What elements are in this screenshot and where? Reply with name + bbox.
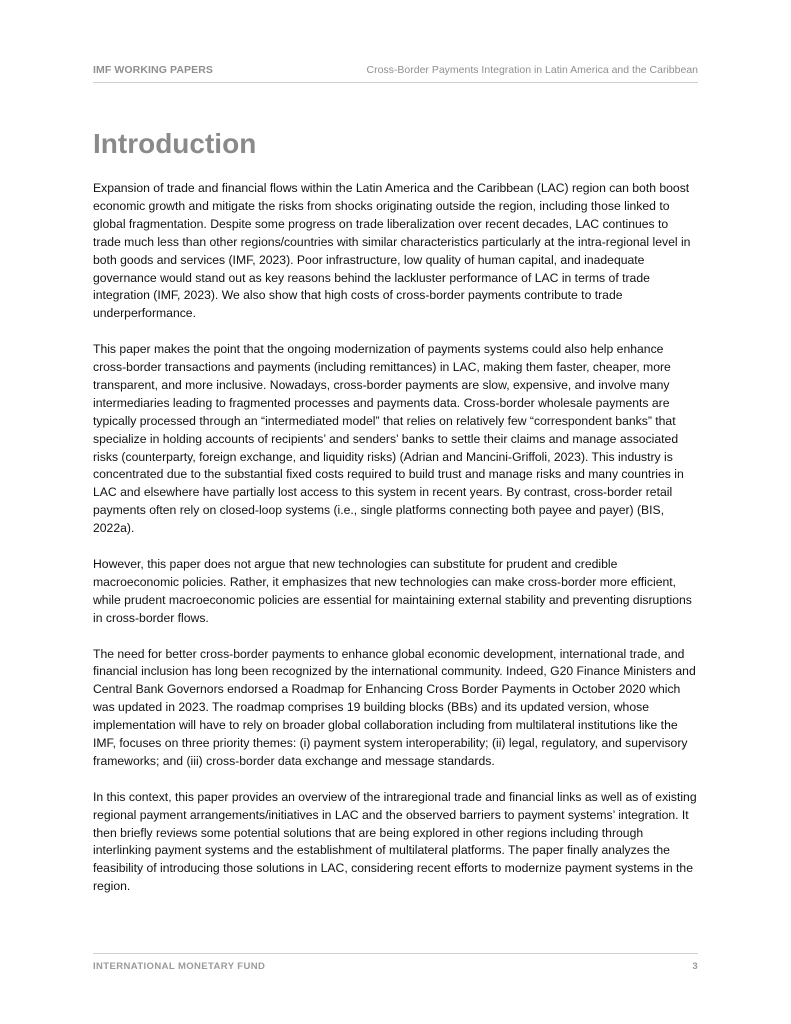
running-footer <box>93 961 698 972</box>
running-header <box>93 64 698 76</box>
paragraph: However, this paper does not argue that new technologies can substitute for prudent and credible macroeconomic policies. Rather, it emphasizes that new technologies can make cross-border more efficient, while prudent macroeconomic policies are essential for maintaining external stability and preventing disruptions in cross-border flows. <box>93 557 692 625</box>
paragraph: The need for better cross-border payments to enhance global economic development, international trade, and financial inclusion has long been recognized by the international community. Indeed, G20 Finance Ministers and Central Bank Governors endorsed a Roadmap for Enhancing Cross Border Payments in October 2020 which was updated in 2023. The roadmap comprises 19 building blocks (BBs) and its updated version, whose implementation will have to rely on broader global collaboration including from multilateral institutions like the IMF, focuses on three priority themes: (i) payment system interoperability; (ii) legal, regulatory, and supervisory frameworks; and (iii) cross-border data exchange and message standards. <box>93 646 696 768</box>
header-divider <box>93 82 698 83</box>
series-title: IMF WORKING PAPERS <box>93 64 214 76</box>
footer-divider <box>93 953 698 954</box>
paragraph: In this context, this paper provides an overview of the intraregional trade and financial links as well as of existing regional payment arrangements/initiatives in LAC and the observed barriers to payment systems’ integration. It then briefly reviews some potential solutions that are being explored in other regions including through interlinking payment systems and the establishment of multilateral platforms. The paper finally analyzes the feasibility of introducing those solutions in LAC, considering recent efforts to modernize payment systems in the region. <box>93 789 697 894</box>
section-title: Introduction <box>93 128 257 159</box>
paper-title: Cross-Border Payments Integration in Latin America and the Caribbean <box>366 64 698 76</box>
publisher-name: INTERNATIONAL MONETARY FUND <box>93 961 266 972</box>
page-number: 3 <box>692 961 698 972</box>
paragraph: This paper makes the point that the ongoing modernization of payments systems could also help enhance cross-border transactions and payments (including remittances) in LAC, making them faster, cheaper, more transparent, and more inclusive. Nowadays, cross-border payments are slow, expensive, and involve many intermediaries leading to fragmented processes and payments data. Cross-border wholesale payments are typically processed through an “intermediated model” that relies on relatively few “correspondent banks” that specialize in holding accounts of recipients’ and senders’ banks to settle their claims and manage associated risks (counterparty, foreign exchange, and liquidity risks) (Adrian and Mancini-Griffoli, 2023). This industry is concentrated due to the substantial fixed costs required to build trust and manage risks and many countries in LAC and elsewhere have partially lost access to this system in recent years. By contrast, cross-border retail payments often rely on closed-loop systems (i.e., single platforms connecting both payee and payer) (BIS, 2022a). <box>93 342 684 536</box>
body-text <box>93 180 699 914</box>
paragraph: Expansion of trade and financial flows within the Latin America and the Caribbean (LAC) region can both boost economic growth and mitigate the risks from shocks originating outside the region, including those linked to global fragmentation. Despite some progress on trade liberalization over recent decades, LAC continues to trade much less than other regions/countries with similar characteristics particularly at the intra-regional level in both goods and services (IMF, 2023). Poor infrastructure, low quality of human capital, and inadequate governance would stand out as key reasons behind the lackluster performance of LAC in terms of trade integration (IMF, 2023). We also show that high costs of cross-border payments contribute to trade underperformance. <box>93 181 691 321</box>
